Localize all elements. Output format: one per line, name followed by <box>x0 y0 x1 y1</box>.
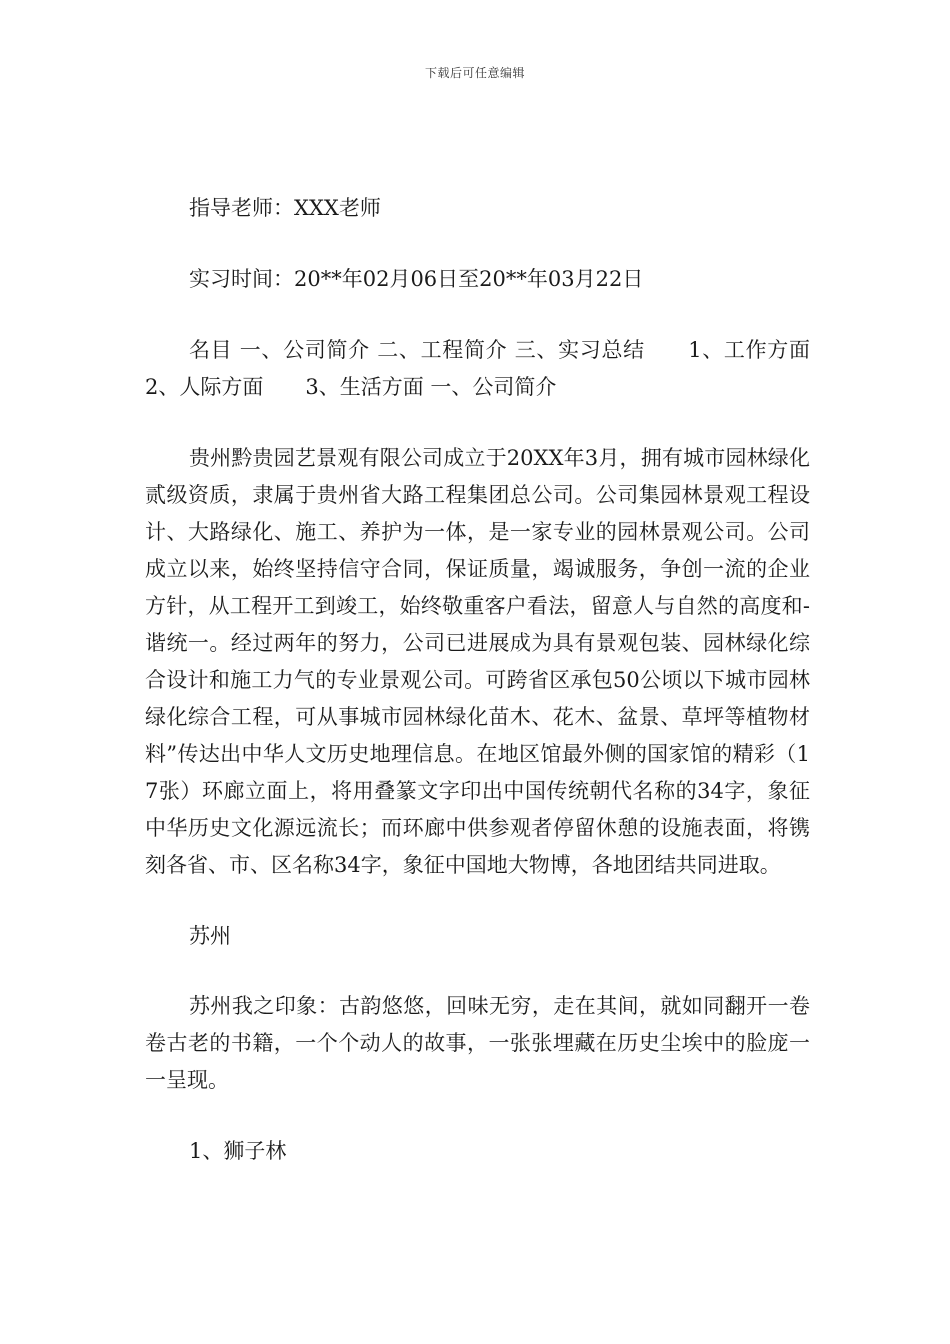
company-intro-paragraph: 贵州黔贵园艺景观有限公司成立于20XX年3月，拥有城市园林绿化贰级资质，隶属于贵州省大路工程集团总公司。公司集园林景观工程设计、大路绿化、施工、养护为一体，是一家专业的园林景观公司。公司成立以来，始终坚持信守合同，保证质量，竭诚服务，争创一流的企业方针，从工程开工到竣工，始终敬重客户看法，留意人与自然的高度和-谐统一。经过两年的努力，公司已进展成为具有景观包装、园林绿化综合设计和施工力气的专业景观公司。可跨省区承包50公顷以下城市园林绿化综合工程，可从事城市园林绿化苗木、花木、盆景、草坪等植物材料”传达出中华人文历史地理信息。在地区馆最外侧的国家馆的精彩（17张）环廊立面上，将用叠篆文字印出中国传统朝代名称的34字，象征中华历史文化源远流长；而环廊中供参观者停留休憩的设施表面，将镌刻各省、市、区名称34字，象征中国地大物博，各地团结共同进取。 <box>145 446 810 877</box>
section-heading-suzhou: 苏州 <box>189 924 231 948</box>
suzhou-impression-paragraph: 苏州我之印象：古韵悠悠，回味无穷，走在其间，就如同翻开一卷卷古老的书籍，一个个动人的故事，一张张埋藏在历史尘埃中的脸庞一一呈现。 <box>145 994 810 1092</box>
advisor-line: 指导老师：XXX老师 <box>189 196 381 220</box>
internship-period-line: 实习时间：20**年02月06日至20**年03月22日 <box>189 267 644 291</box>
document-body <box>145 190 852 1170</box>
table-of-contents: 名目 一、公司简介 二、工程简介 三、实习总结 1、工作方面 2、人际方面 3、生活方面 一、公司简介 <box>145 338 852 399</box>
subsection-heading-lion-grove: 1、狮子林 <box>189 1139 287 1163</box>
page-header: 下载后可任意编辑 <box>424 66 525 80</box>
